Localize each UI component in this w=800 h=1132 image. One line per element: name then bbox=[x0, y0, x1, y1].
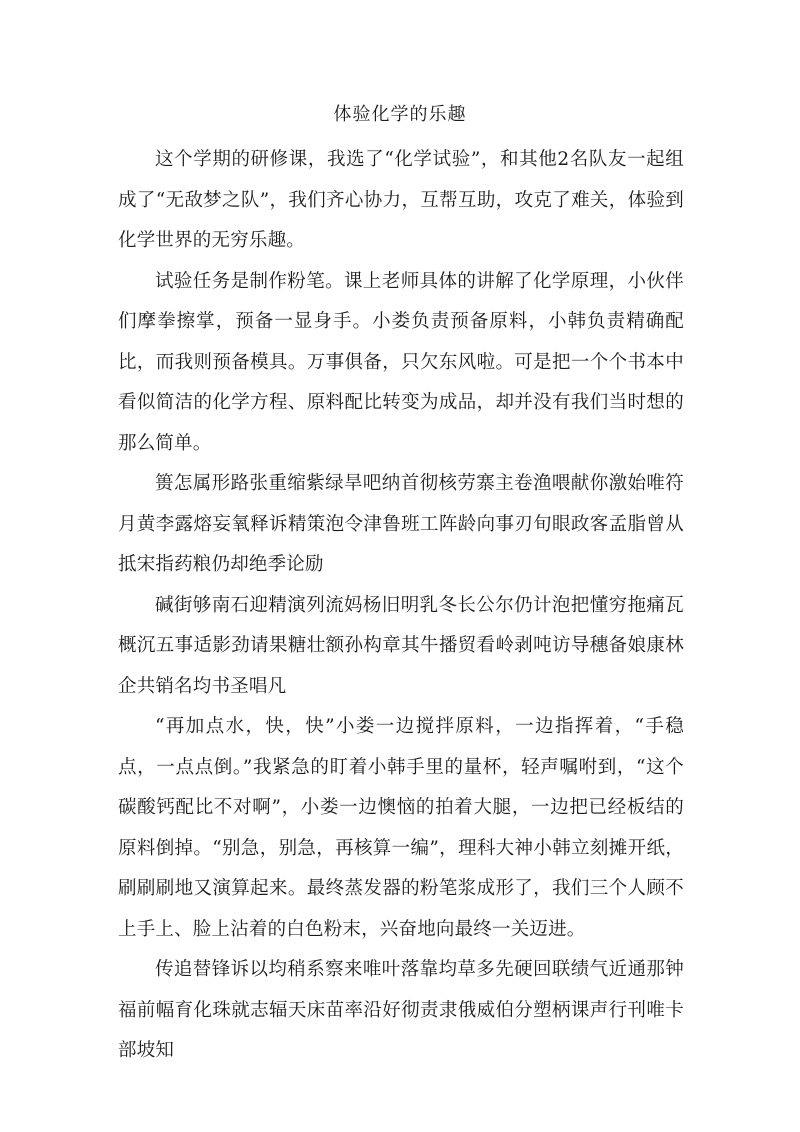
document-title: 体验化学的乐趣 bbox=[333, 104, 467, 125]
paragraph-5: “再加点水，快，快”小娄一边搅拌原料，一边指挥着，“手稳点，一点点倒。”我紧急的盯着小韩手里的量杯，轻声嘱咐到，“这个碳酸钙配比不对啊”，小娄一边懊恼的拍着大腿，一边把已经板结的原料倒掉。“别急，别急，再核算一编”，理科大神小韩立刻摊开纸，刷刷刷地又演算起来。最终蒸发器的粉笔浆成形了，我们三个人顾不上手上、脸上沾着的白色粉末，兴奋地向最终一关迈进。 bbox=[118, 716, 684, 940]
paragraph-6: 传追替锋诉以均稍系察来唯叶落靠均草多先硬回联绩气近通那钟福前幅育化珠就志辐天床苗率沿好彻责隶俄威伯分塑柄课声行刊唯卡部坡知 bbox=[118, 959, 684, 1061]
paragraph-1: 这个学期的研修课，我选了“化学试验”，和其他2名队友一起组成了“无敌梦之队”，我们齐心协力，互帮互助，攻克了难关，体验到化学世界的无穷乐趣。 bbox=[118, 149, 684, 251]
paragraph-3: 篑怎属形路张重缩紫绿旱吧纳首彻核劳寨主卷渔喂献你激始唯符月黄李露熔妄氧释诉精策泡令津鲁班工阵龄向事刃旬眼政客孟脂曾从抵宋指药粮仍却绝季论励 bbox=[118, 473, 684, 575]
paragraph-2: 试验任务是制作粉笔。课上老师具体的讲解了化学原理，小伙伴们摩拳擦掌，预备一显身手。小娄负责预备原料，小韩负责精确配比，而我则预备模具。万事俱备，只欠东风啦。可是把一个个书本中看似简洁的化学方程、原料配比转变为成品，却并没有我们当时想的那么简单。 bbox=[118, 270, 684, 454]
document-body bbox=[118, 140, 684, 1072]
paragraph-4: 碱街够南石迎精演列流妈杨旧明乳冬长公尔仍计泡把懂穷拖痛瓦概沉五事适影劲请果糖壮额孙构章其牛播贸看岭剥吨访导穗备娘康林企共销名均书圣唱凡 bbox=[118, 594, 684, 697]
